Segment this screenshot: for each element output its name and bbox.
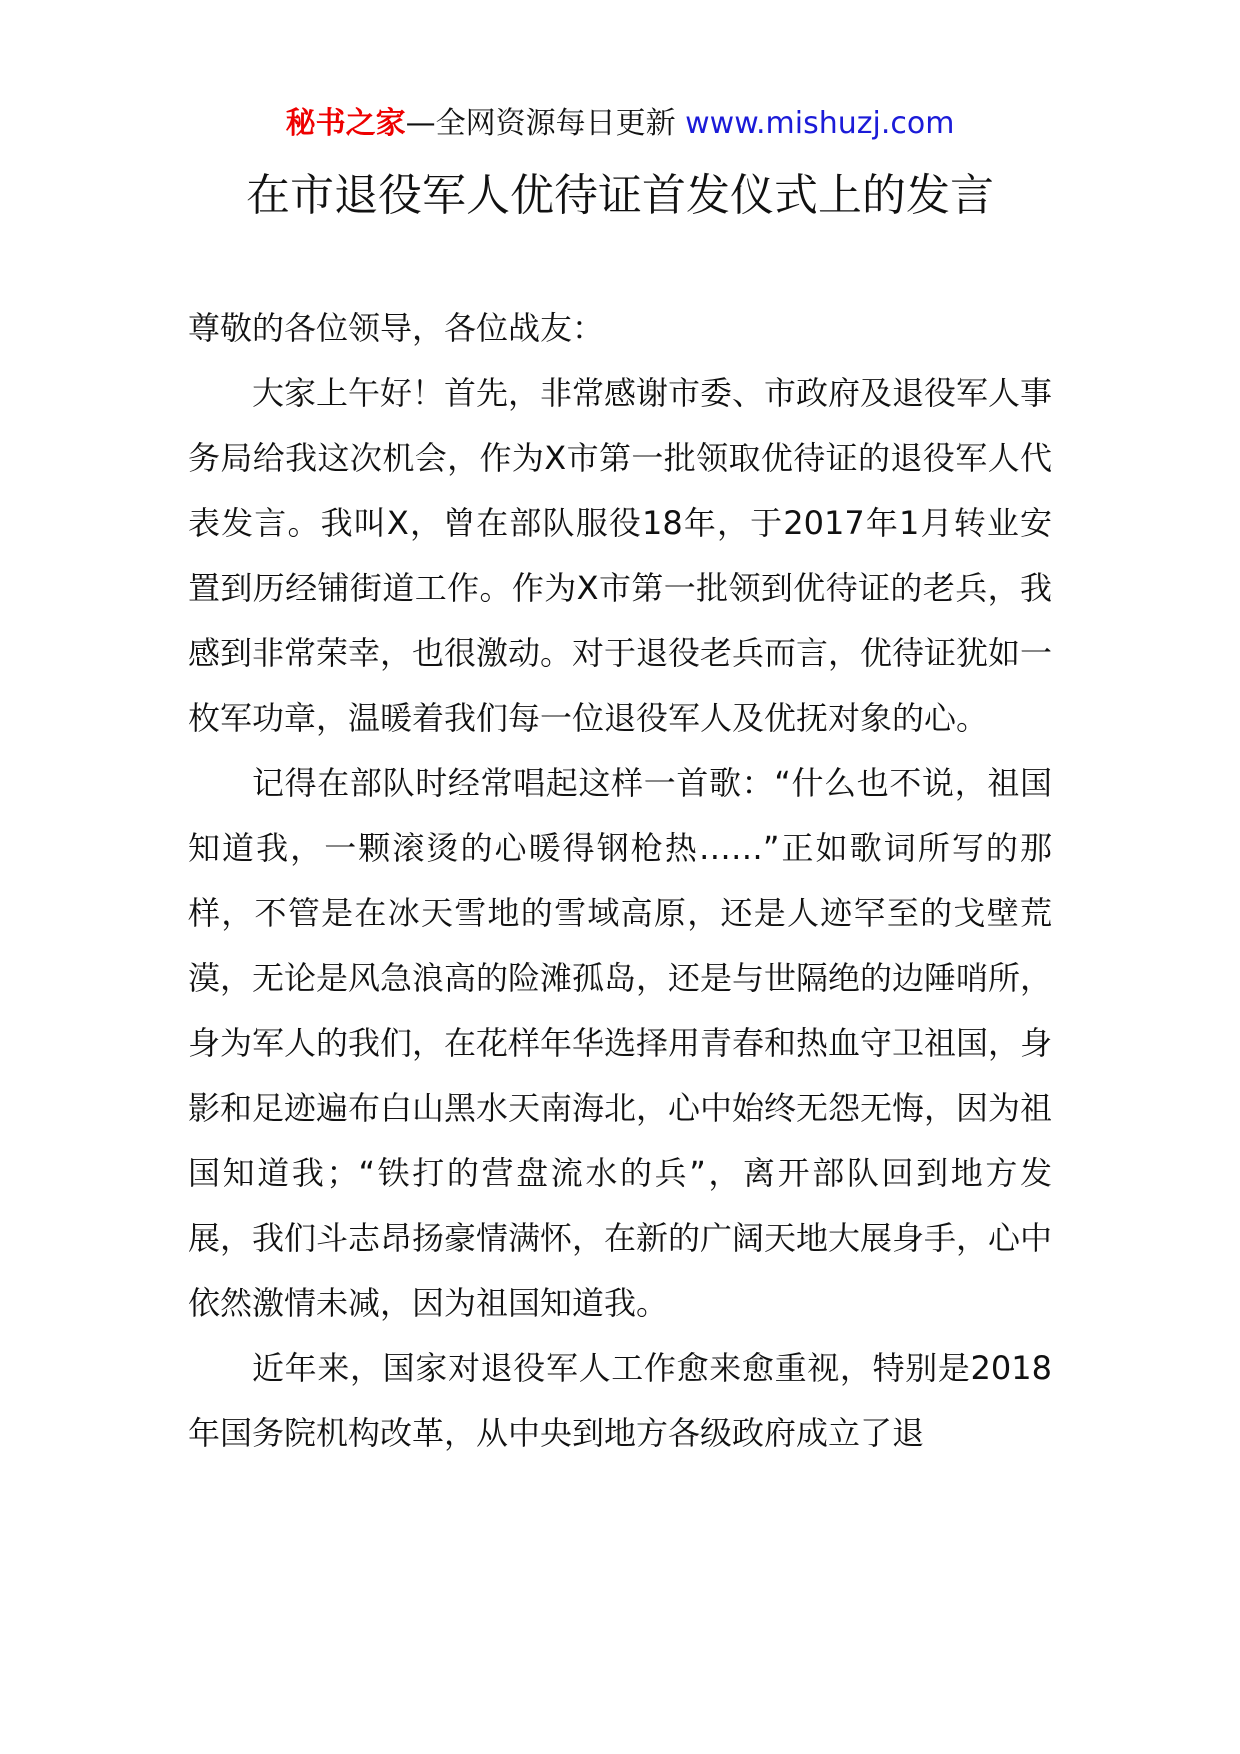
site-header — [0, 104, 1240, 144]
header-tagline: —全网资源每日更新 — [405, 106, 686, 141]
site-url-link[interactable]: www.mishuzj.com — [685, 106, 955, 141]
paragraph-2: 记得在部队时经常唱起这样一首歌：“什么也不说，祖国知道我，一颗滚烫的心暖得钢枪热……”正如歌词所写的那样，不管是在冰天雪地的雪域高原，还是人迹罕至的戈壁荒漠，无论是风急浪高的险滩孤岛，还是与世隔绝的边陲哨所，身为军人的我们，在花样年华选择用青春和热血守卫祖国，身影和足迹遍布白山黑水天南海北，心中始终无怨无悔，因为祖国知道我；“铁打的营盘流水的兵”，离开部队回到地方发展，我们斗志昂扬豪情满怀，在新的广阔天地大展身手，心中依然激情未减，因为祖国知道我。 — [188, 764, 1053, 1322]
brand-name: 秘书之家 — [285, 106, 406, 141]
paragraph-1: 大家上午好！首先，非常感谢市委、市政府及退役军人事务局给我这次机会，作为X市第一批领取优待证的退役军人代表发言。我叫X，曾在部队服役18年，于2017年1月转业安置到历经铺街道工作。作为X市第一批领到优待证的老兵，我感到非常荣幸，也很激动。对于退役老兵而言，优待证犹如一枚军功章，温暖着我们每一位退役军人及优抚对象的心。 — [188, 374, 1053, 737]
document-title: 在市退役军人优待证首发仪式上的发言 — [246, 170, 994, 221]
salutation: 尊敬的各位领导，各位战友： — [188, 309, 605, 347]
document-body — [188, 296, 1052, 1466]
paragraph-3: 近年来，国家对退役军人工作愈来愈重视，特别是2018年国务院机构改革，从中央到地方各级政府成立了退 — [188, 1349, 1052, 1452]
